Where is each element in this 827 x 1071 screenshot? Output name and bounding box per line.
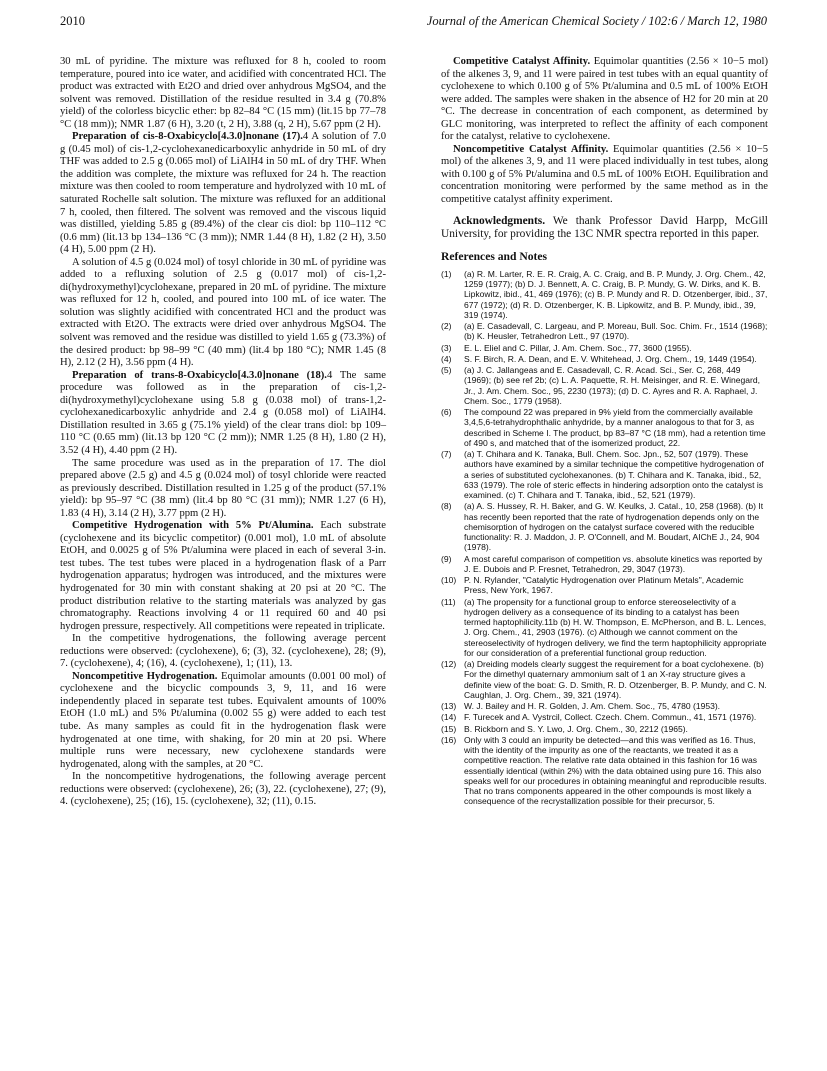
reference-number: (14) bbox=[441, 712, 457, 723]
paragraph: Competitive Hydrogenation with 5% Pt/Alumina. Each substrate (cyclohexene and its bicyclic competitor) (0.001 mol), 1.0 mL of absolute EtOH, and 0.0025 g of 5% Pt/alumina were placed in each of several 3-in. test tubes. The test tubes were placed in a hydrogenation flask of a Parr hydrogenation apparatus; hydrogen was introduced, and the mixtures were hydrogenated for 30 min with constant shaking at 20 psi at 20 °C. The product distribution relative to the starting materials was analyzed by gas chromatography. Reactions involving 4 or 11 required 60 and 40 psi hydrogen pressure, respectively. All competitions were repeated in triplicate. bbox=[60, 520, 386, 632]
paragraph: Noncompetitive Catalyst Affinity. Equimolar quantities (2.56 × 10−5 mol) of the alkenes 3, 9, and 11 were placed individually in test tubes, along with 0.100 g of 5% Pt/alumina and 0.5 mL of 100% EtOH. Equilibration and concentration monitoring were performed by the same method as in the competitive catalyst affinity experiment. bbox=[441, 143, 768, 206]
reference-number: (6) bbox=[441, 407, 452, 418]
section-heading: Noncompetitive Catalyst Affinity. bbox=[453, 143, 609, 155]
reference-number: (16) bbox=[441, 734, 457, 745]
reference-text: E. L. Eliel and C. Pillar, J. Am. Chem. Soc., 77, 3600 (1955). bbox=[464, 342, 692, 353]
reference-number: (1) bbox=[441, 268, 452, 279]
reference-item bbox=[441, 659, 768, 700]
reference-text: (a) J. C. Jallangeas and E. Casadevall, C. R. Acad. Sci., Ser. C, 268, 449 (1969); (b) see ref 2b; (c) L. A. Paquette, R. H. Meisinger, and R. E. Winegard, Jr., J. Am. Chem. Soc., 95, 2230 (1973); (d) D. C. Ayres and R. A. Raphael, J. Chem. Soc., 1779 (1958). bbox=[464, 365, 760, 406]
section-heading: Noncompetitive Hydrogenation. bbox=[72, 670, 218, 682]
reference-text: A most careful comparison of competition vs. absolute kinetics was reported by J. E. Dubois and P. Fresnet, Tetrahedron, 29, 3047 (1973). bbox=[464, 553, 763, 574]
reference-number: (8) bbox=[441, 501, 452, 512]
right-column bbox=[441, 56, 768, 808]
reference-item bbox=[441, 735, 768, 807]
reference-number: (12) bbox=[441, 659, 457, 670]
reference-text: B. Rickborn and S. Y. Lwo, J. Org. Chem., 30, 2212 (1965). bbox=[464, 723, 688, 734]
reference-item bbox=[441, 501, 768, 552]
paragraph: Competitive Catalyst Affinity. Equimolar quantities (2.56 × 10−5 mol) of the alkenes 3, 9, and 11 were paired in test tubes with an equal quantity of cyclohexene to which 0.100 g of 5% Pt/alumina and 0.5 mL of 100% EtOH were added. The samples were shaken in the absence of H2 for 20 min at 20 °C. The decrease in concentration of each component, as determined by GLC monitoring, was interpreted to reflect the affinity of each component for the catalyst, relative to cyclohexene. bbox=[441, 56, 768, 143]
reference-text: (a) R. M. Larter, R. E. R. Craig, A. C. Craig, and B. P. Mundy, J. Org. Chem., 42, 1259 (1977); (b) D. J. Bennett, A. C. Craig, B. P. Mundy, G. W. Dirks, and K. B. Lipkowitz, ibid., 41, 469 (1976); (c) B. P. Mundy and R. D. Otzenberger, ibid., 37, 677 (1972); (d) R. D. Otzenberger, K. B. Lipkowitz, and B. P. Mundy, ibid., 39, 319 (1974). bbox=[464, 268, 768, 320]
reference-item bbox=[441, 343, 768, 353]
left-column bbox=[60, 56, 386, 809]
paragraph: The same procedure was used as in the preparation of 17. The diol prepared above (2.5 g) and 4.5 g (0.024 mol) of tosyl chloride were reacted as previously described. Distillation resulted in 1.25 g of the product (57.1% yield): bp 95–97 °C (38 mm) (lit.4 bp 80 °C (31 mm)); NMR 1.27 (6 H), 1.83 (4 H), 3.14 (2 H), 3.77 ppm (2 H). bbox=[60, 457, 386, 519]
reference-number: (10) bbox=[441, 575, 457, 586]
paragraph: 30 mL of pyridine. The mixture was refluxed for 8 h, cooled to room temperature, poured into ice water, and acidified with concentrated HCl. The product was extracted with Et2O and dried over anhydrous MgSO4, and the solvent was removed. Distillation of the residue resulted in 3.4 g (70.8% yield) of the colorless bicyclic ether: bp 82–84 °C (15 mm) (lit.15 bp 77–78 °C (18 mm)); NMR 1.87 (6 H), 3.20 (t, 2 H), 3.88 (q, 2 H), 5.67 ppm (2 H). bbox=[60, 56, 386, 130]
reference-text: F. Turecek and A. Vystrcil, Collect. Czech. Chem. Commun., 41, 1571 (1976). bbox=[464, 712, 757, 723]
reference-text: The compound 22 was prepared in 9% yield from the commercially available 3,4,5,6-tetrahydrophthalic anhydride, by a manner analogous to that for 3, as described in Scheme I. The product, bp 83–87 °C (18 mm), had a retention time of 490 s, and matched that of the isomerized product, 22. bbox=[464, 407, 766, 448]
reference-number: (7) bbox=[441, 449, 452, 460]
paragraph: Preparation of cis-8-Oxabicyclo[4.3.0]nonane (17).4 A solution of 7.0 g (0.45 mol) of cis-1,2-cyclohexanedicarboxylic anhydride in 50 mL of dry THF was added to 2.5 g (0.065 mol) of LiAlH4 in 50 mL of dry THF. When the addition was complete, the mixture was refluxed for 24 h. The reaction mixture was then cooled to room temperature and hydrolyzed with 10 mL of saturated Rochelle salt solution. The mixture was refluxed for an additional 7 h, cooled, then filtered. The solvent was removed and the viscous liquid was distilled, yielding 5.85 g (89.4%) of the clear cis diol: bp 110–112 °C (0.6 mm) (lit.13 bp 134–136 °C (3 mm)); NMR 1.44 (8 H), 1.82 (2 H), 3.50 (4 H), 5.00 ppm (2 H). bbox=[60, 131, 386, 256]
reference-item bbox=[441, 449, 768, 500]
references-list bbox=[441, 269, 768, 807]
section-heading: Preparation of trans-8-Oxabicyclo[4.3.0]nonane (18). bbox=[72, 369, 327, 381]
reference-text: P. N. Rylander, "Catalytic Hydrogenation over Platinum Metals", Academic Press, New York, 1967. bbox=[464, 575, 744, 596]
reference-text: (a) T. Chihara and K. Tanaka, Bull. Chem. Soc. Jpn., 52, 507 (1979). These authors have examined by a similar technique the competitive hydrogenation of a series of substituted cyclohexanones. (b) T. Chihara and K. Tanaka, ibid., 52, 633 (1979). The role of steric effects in hindering adsorption onto the catalyst is examined. (c) T. Chihara and T. Tanaka, ibid., 52, 521 (1979). bbox=[464, 449, 764, 501]
reference-number: (11) bbox=[441, 596, 456, 607]
reference-text: (a) E. Casadevall, C. Largeau, and P. Moreau, Bull. Soc. Chim. Fr., 1514 (1968); (b) K. Heusler, Tetrahedron Lett., 97 (1970). bbox=[464, 321, 768, 342]
paragraph: In the noncompetitive hydrogenations, the following average percent reductions were observed: (cyclohexene), 26; (3), 22. (cyclohexene), 27; (9), 4. (cyclohexene), 25; (16), 15. (cyclohexene), 32; (11), 0.15. bbox=[60, 771, 386, 808]
reference-item bbox=[441, 354, 768, 364]
reference-item bbox=[441, 724, 768, 734]
acknowledgments-heading: Acknowledgments. bbox=[453, 214, 546, 227]
paragraph: A solution of 4.5 g (0.024 mol) of tosyl chloride in 30 mL of pyridine was added to a refluxing solution of 2.5 g (0.017 mol) of cis-1,2-di(hydroxymethyl)cyclohexane, prepared in 20 mL of pyridine. The mixture was refluxed for 12 h, cooled, and poured into 100 mL of ice water. The solution was slightly acidified with concentrated HCl and the product was extracted with Et2O. The extracts were dried over anhydrous MgSO4. The solvent was removed and the residue was distilled to yield 1.65 g (73.3%) of the desired product: bp 98–99 °C (40 mm) (lit.4 bp 180 °C); NMR 1.45 (8 H), 2.12 (2 H), 3.56 ppm (4 H). bbox=[60, 256, 386, 369]
reference-number: (5) bbox=[441, 365, 452, 376]
reference-text: W. J. Bailey and H. R. Golden, J. Am. Chem. Soc., 75, 4780 (1953). bbox=[464, 701, 721, 712]
reference-item bbox=[441, 365, 768, 406]
journal-running-title: Journal of the American Chemical Society / 102:6 / March 12, 1980 bbox=[426, 14, 767, 28]
reference-number: (13) bbox=[441, 701, 457, 712]
reference-item bbox=[441, 554, 768, 575]
page-header bbox=[60, 14, 767, 34]
reference-number: (15) bbox=[441, 723, 457, 734]
acknowledgments: Acknowledgments. We thank Professor David Harpp, McGill University, for providing the 13C NMR spectra reported in this paper. bbox=[441, 214, 768, 240]
paragraph: Noncompetitive Hydrogenation. Equimolar amounts (0.001 00 mol) of cyclohexene and the bicyclic compounds 3, 9, 11, and 16 were independently placed in separate test tubes. Equivalent amounts of 100% EtOH (1.0 mL) and 5% Pt/alumina (0.002 55 g) were added to each test tube. As many samples as could fit in the hydrogenation flask were hydrogenated at one time, with shaking, for 20 min at 20 psi. Where multiple runs were necessary, new cyclohexene standards were hydrogenated, along with the samples, at 20 °C. bbox=[60, 670, 386, 770]
section-heading: Competitive Catalyst Affinity. bbox=[453, 56, 591, 67]
section-heading: Preparation of cis-8-Oxabicyclo[4.3.0]nonane (17). bbox=[72, 131, 303, 143]
reference-text: S. F. Birch, R. A. Dean, and E. V. Whitehead, J. Org. Chem., 19, 1449 (1954). bbox=[464, 353, 757, 364]
reference-item bbox=[441, 597, 768, 659]
reference-number: (3) bbox=[441, 342, 452, 353]
reference-text: (a) The propensity for a functional group to enforce stereoselectivity of a hydrogen delivery as a consequence of its binding to a catalyst has been termed haptophilicity.11b (b) H. W. Thompson, E. McPherson, and B. L. Lences, J. Org. Chem., 41, 2903 (1976). (c) Although we cannot comment on the stereoselectivity of hydrogen delivery, we find the term haptophilicity appropriate for our consideration of a preferential functional group reduction. bbox=[464, 596, 767, 658]
reference-item bbox=[441, 575, 768, 596]
paragraph: In the competitive hydrogenations, the following average percent reductions were observed: (cyclohexene), 6; (3), 32. (cyclohexene), 28; (9), 7. (cyclohexene), 4; (16), 4. (cyclohexene), 1; (11), 13. bbox=[60, 633, 386, 670]
reference-item bbox=[441, 321, 768, 342]
reference-number: (4) bbox=[441, 353, 452, 364]
reference-text: (a) Dreiding models clearly suggest the requirement for a boat cyclohexene. (b) For the dimethyl quaternary ammonium salt of 1 an X-ray structure gives a definite view of the boat: G. D. Smith, R. D. Otzenberger, B. P. Mundy, and C. N. Caughlan, J. Org. Chem., 39, 321 (1974). bbox=[464, 659, 767, 700]
references-heading: References and Notes bbox=[441, 250, 548, 264]
reference-item bbox=[441, 712, 768, 722]
reference-text: (a) A. S. Hussey, R. H. Baker, and G. W. Keulks, J. Catal., 10, 258 (1968). (b) It has recently been reported that the rate of hydrogenation depends only on the chemisorption of hydrogen on the catalyst surface covered with the reducible functionality: R. J. Maddon, J. P. O'Connell, and M. Boudart, AIChE J., 24, 904 (1978). bbox=[464, 501, 764, 553]
reference-number: (2) bbox=[441, 321, 452, 332]
paragraph: Preparation of trans-8-Oxabicyclo[4.3.0]nonane (18).4 The same procedure was followed as in the preparation of cis-1,2-di(hydroxymethyl)cyclohexane using 5.8 g (0.038 mol) of trans-1,2-cyclohexanedicarboxylic anhydride and 2.4 g (0.058 mol) of LiAlH4. Distillation resulted in 3.65 g (75.1% yield) of the clear trans diol: bp 109–110 °C (0.65 mm) (lit.13 bp 120 °C (2 mm)); NMR 1.25 (8 H), 1.80 (2 H), 3.52 (4 H), 4.40 ppm (2 H). bbox=[60, 369, 386, 456]
reference-item bbox=[441, 407, 768, 448]
reference-number: (9) bbox=[441, 553, 452, 564]
page-number: 2010 bbox=[60, 14, 85, 28]
reference-item bbox=[441, 269, 768, 320]
reference-item bbox=[441, 701, 768, 711]
section-heading: Competitive Hydrogenation with 5% Pt/Alumina. bbox=[72, 520, 314, 532]
reference-text: Only with 3 could an impurity be detected—and this was verified as 16. Thus, with the identity of the impurity as one of the reactants, we treated it as a competitive reaction. The relative rate data obtained in this fashion for 16 was essentially identical (within 2%) with the data obtained using pure 16. This also speaks well for our procedures in obtaining meaningful and reproducible results. That no trans components appeared in the other compounds is most likely a consequence of the recrystallization possible for their precursor, 5. bbox=[464, 734, 767, 807]
